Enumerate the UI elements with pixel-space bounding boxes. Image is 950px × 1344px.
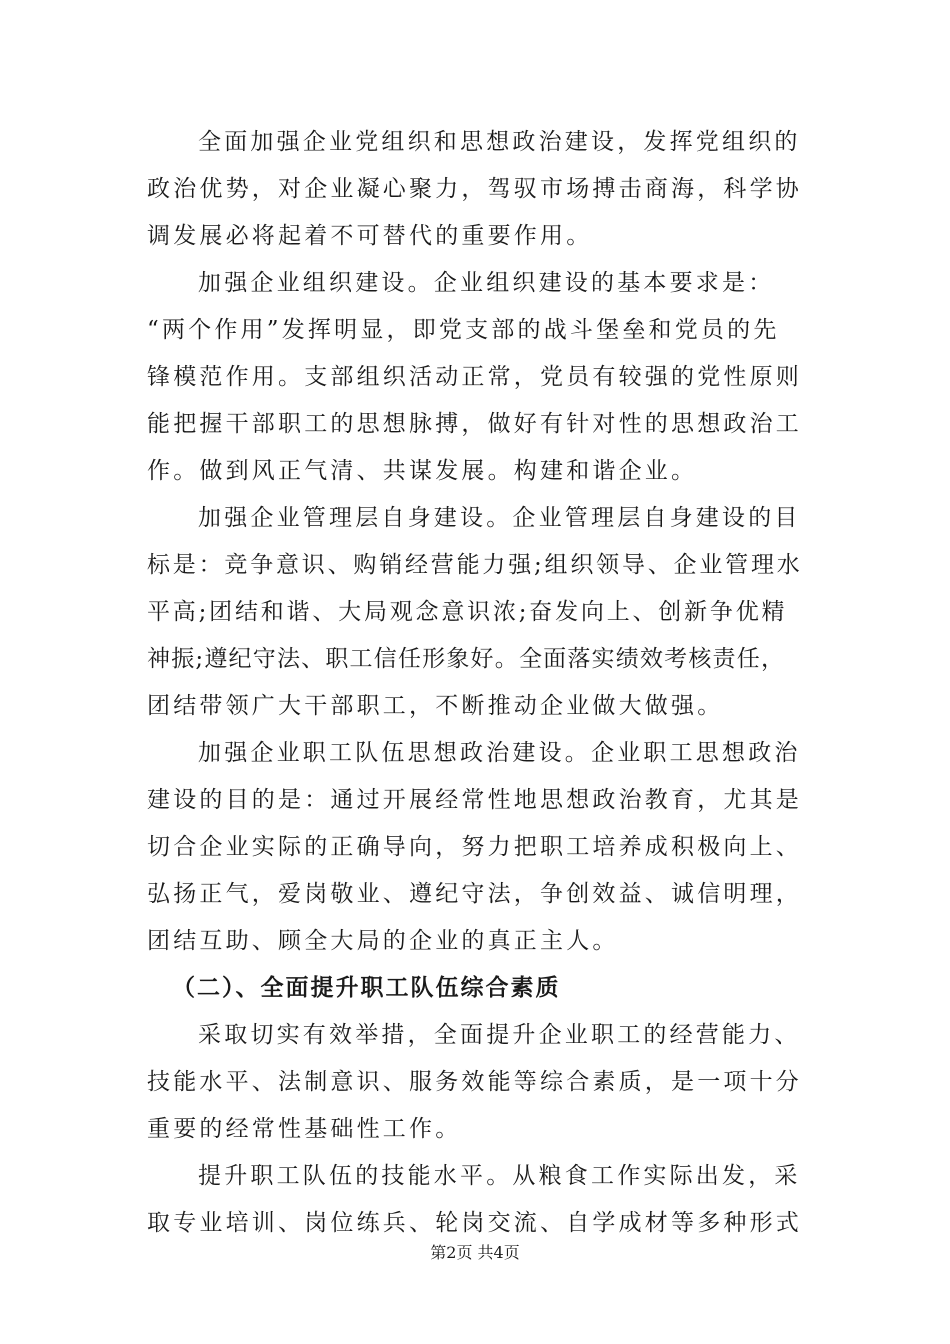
paragraph-line: 弘扬正气，爱岗敬业、遵纪守法，争创效益、诚信明理， (147, 881, 802, 907)
paragraph-line: “两个作用”发挥明显，即党支部的战斗堡垒和党员的先 (147, 317, 780, 343)
paragraph-line: 标是：竞争意识、购销经营能力强;组织领导、企业管理水 (147, 552, 803, 578)
paragraph-line: 锋模范作用。支部组织活动正常，党员有较强的党性原则 (147, 364, 802, 390)
paragraph-line: 提升职工队伍的技能水平。从粮食工作实际出发，采 (198, 1163, 801, 1189)
paragraph-line: 团结带领广大干部职工，不断推动企业做大做强。 (147, 693, 724, 719)
paragraph-line: 采取切实有效举措，全面提升企业职工的经营能力、 (198, 1022, 801, 1048)
paragraph-line: 建设的目的是：通过开展经常性地思想政治教育，尤其是 (147, 787, 802, 813)
section-heading: （二）、全面提升职工队伍综合素质 (172, 975, 561, 1001)
paragraph-line: 重要的经常性基础性工作。 (147, 1116, 462, 1142)
paragraph-line: 团结互助、顾全大局的企业的真正主人。 (147, 928, 619, 954)
paragraph-line: 加强企业组织建设。企业组织建设的基本要求是： (198, 270, 775, 296)
paragraph-line: 全面加强企业党组织和思想政治建设，发挥党组织的 (198, 129, 801, 155)
paragraph-line: 作。做到风正气清、共谋发展。构建和谐企业。 (147, 458, 698, 484)
paragraph-line: 技能水平、法制意识、服务效能等综合素质，是一项十分 (147, 1069, 802, 1095)
paragraph-line: 调发展必将起着不可替代的重要作用。 (147, 223, 593, 249)
paragraph-line: 神振;遵纪守法、职工信任形象好。全面落实绩效考核责任， (147, 646, 786, 672)
paragraph-line: 加强企业职工队伍思想政治建设。企业职工思想政治 (198, 740, 801, 766)
paragraph-line: 能把握干部职工的思想脉搏，做好有针对性的思想政治工 (147, 411, 802, 437)
paragraph-line: 平高;团结和谐、大局观念意识浓;奋发向上、创新争优精 (147, 599, 788, 625)
paragraph-line: 加强企业管理层自身建设。企业管理层自身建设的目 (198, 505, 801, 531)
paragraph-line: 取专业培训、岗位练兵、轮岗交流、自学成材等多种形式 (147, 1210, 802, 1236)
paragraph-line: 切合企业实际的正确导向，努力把职工培养成积极向上、 (147, 834, 802, 860)
page-number: 第2页 共4页 (430, 1243, 520, 1262)
paragraph-line: 政治优势，对企业凝心聚力，驾驭市场搏击商海，科学协 (147, 176, 802, 202)
